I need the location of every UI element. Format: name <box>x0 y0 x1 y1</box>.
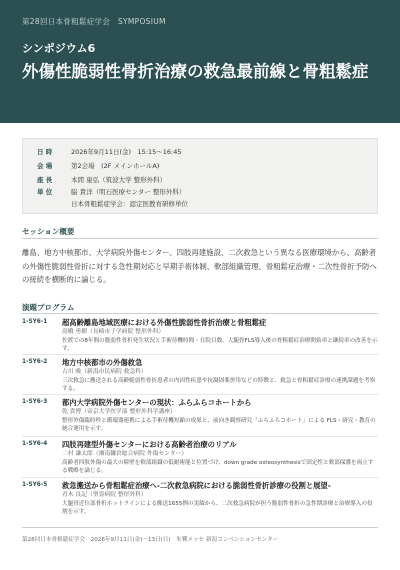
program-speaker: 古川 晩（新潟市民病院 救急科） <box>62 369 147 375</box>
program-body <box>62 481 378 517</box>
program-id: 1-SY6-1 <box>22 319 48 325</box>
conference-eyebrow: 第28回日本骨粗鬆症学会 SYMPOSIUM <box>22 17 166 26</box>
program-body <box>62 318 378 354</box>
program-description: 整形外傷臨時枠と循環器連携による手術待機短縮の成果と、前向き観察研究「ふらふらコホート」による FLS・研究・教育の統合運用を示す。 <box>62 417 376 433</box>
program-description: 高齢者四肢外傷の最大の障壁を軟部組織の低耐術能と位置づけ、down grade osteosynthesisで固定性と軟部保護を両立する戦略を論じる。 <box>62 459 374 475</box>
info-label: 座 長 <box>37 176 53 184</box>
program-speaker: 青木 良記（聖霊病院 整形外科） <box>62 492 147 498</box>
program-description: 佐渡での8年間の脆弱性骨折発生状況と手術待機時間・在院日数、大腿骨FLS導入後の骨粗鬆症治療開始率と継続率の改善を示す。 <box>62 337 378 353</box>
session-subtitle: シンポジウム6 <box>22 42 96 55</box>
program-speaker: 二村 謙太郎（湘南鎌倉総合病院 外傷センター） <box>62 451 188 457</box>
page-footer: 第28回日本骨粗鬆症学会 2026年9月11日(金)〜13日(日) 朱鷺メッセ 新潟コンベンションセンター <box>22 537 279 543</box>
info-label: 単 位 <box>37 188 53 196</box>
section-divider <box>22 313 378 314</box>
program-divider <box>22 477 378 478</box>
program-title: 救急搬送から骨粗鬆症治療へ-二次救急病院における脆弱性骨折診療の役割と展望- <box>62 481 331 490</box>
program-id: 1-SY6-3 <box>22 399 48 405</box>
program-title: 地方中核都市の外傷救急 <box>62 358 143 367</box>
info-value: 日本骨粗鬆症学会：認定医教育研修単位 <box>71 200 188 208</box>
overview-text: 離島、地方中核都市、大学病院外傷センター、四肢再建施設、二次救急という異なる医療環境から、高齢者の外傷性脆弱性骨折に対する急性期対応と早期手術体制、軟部組織管理、骨粗鬆症治療・二次性骨折予防への接続を横断的に論じる。 <box>22 248 377 285</box>
program-divider <box>22 394 378 395</box>
program-id: 1-SY6-5 <box>22 482 48 488</box>
info-value: 第2会場 (2F メインホールA) <box>71 162 160 170</box>
program-body <box>62 398 378 434</box>
footer-divider <box>22 527 378 528</box>
session-info-box <box>22 138 378 214</box>
program-divider <box>22 436 378 437</box>
header-band <box>0 0 400 123</box>
info-label: 会 場 <box>37 162 53 170</box>
info-value: 2026年9月11日(金) 15:15〜16:45 <box>71 148 182 156</box>
program-divider <box>22 354 378 355</box>
program-id: 1-SY6-2 <box>22 359 48 365</box>
overview-heading: セッション概要 <box>22 227 75 236</box>
program-body <box>62 358 378 394</box>
program-title: 超高齢離島地域医療における外傷性脆弱性骨折治療と骨粗鬆症 <box>62 318 267 327</box>
section-divider <box>22 238 378 239</box>
program-title: 四肢再建型外傷センターにおける高齢者治療のリアル <box>62 440 237 449</box>
program-id: 1-SY6-4 <box>22 441 48 447</box>
program-body <box>62 440 378 476</box>
info-value: 本間 康弘（筑波大学 整形外科） <box>71 176 167 184</box>
program-title: 都内大学病院外傷センターの現状：ふらふらコホートから <box>62 398 252 407</box>
program-description: 大腿骨近位部骨折ホットラインによる搬送1655例の実績から、二次救急病院が担う脆弱性骨折の急性期診療と治療導入の役割を示す。 <box>62 500 373 516</box>
page-title: 外傷性脆弱性骨折治療の救急最前線と骨粗鬆症 <box>22 62 369 81</box>
info-value: 脇 貴洋（明石医療センター 整形外科） <box>71 188 186 196</box>
program-speaker: 乾 貴博（帝京大学医学部 整形外科学講座） <box>62 409 176 415</box>
info-label: 日 時 <box>37 148 53 156</box>
program-heading: 演題プログラム <box>22 303 75 312</box>
program-speaker: 高橋 勇樹（長崎市子学病院 整形外科） <box>62 329 165 335</box>
program-description: 三次救急に搬送される高齢脆弱性骨折患者の内因性疾患や抗凝固薬併用などの特徴と、救急と骨粗鬆症診療の連携課題を考察する。 <box>62 377 376 393</box>
